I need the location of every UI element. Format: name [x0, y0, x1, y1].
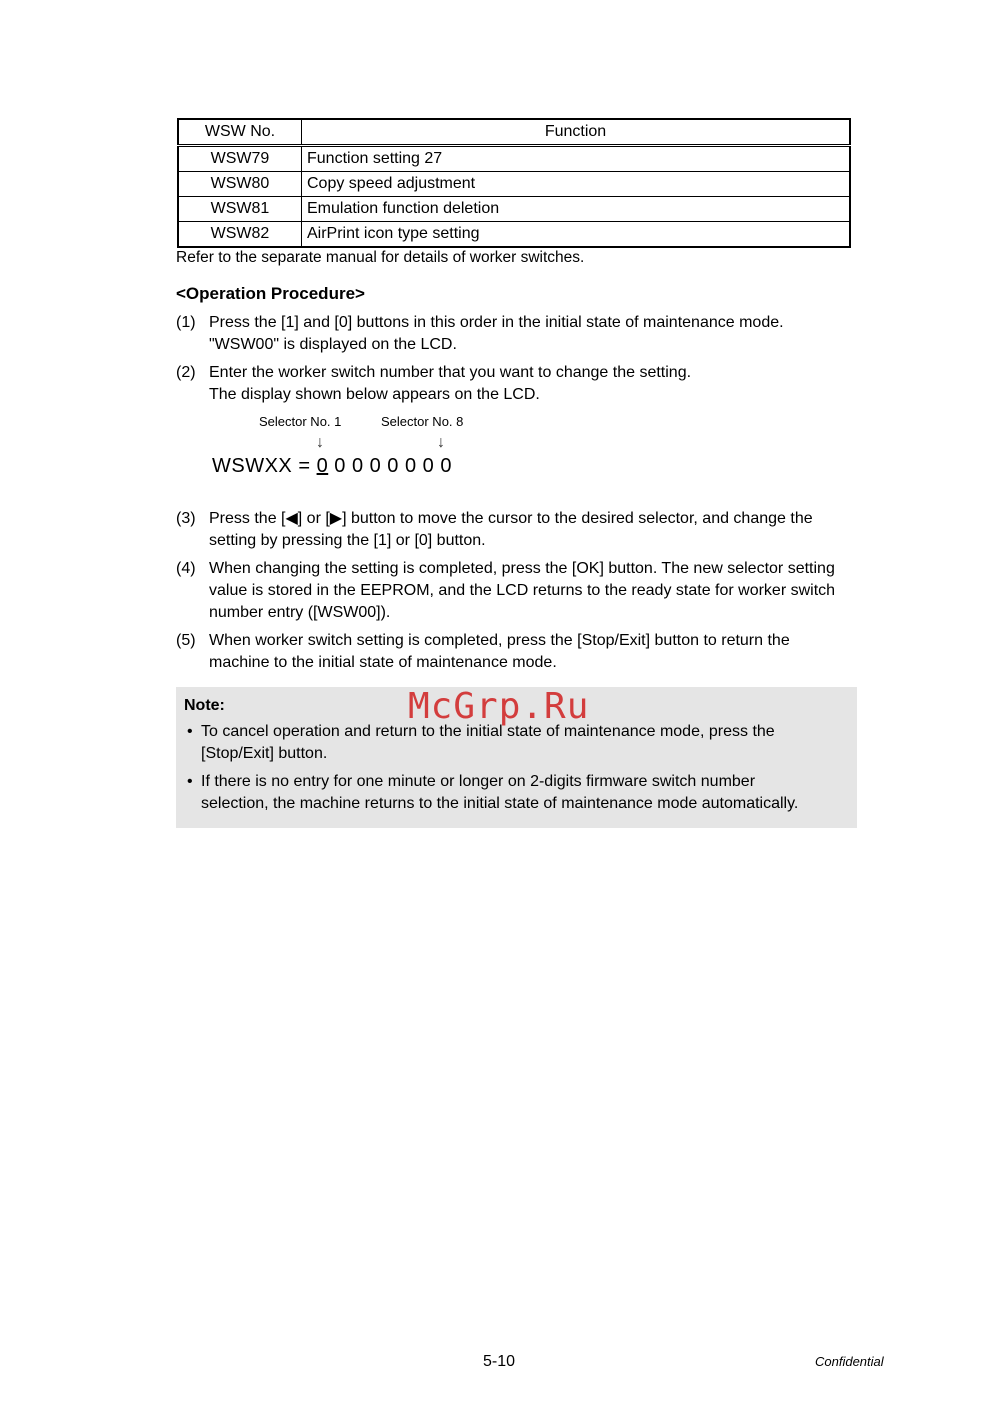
step-line: Press the [1] and [0] buttons in this order in the initial state of maintenance mode. — [209, 314, 784, 331]
watermark: McGrp.Ru — [408, 686, 590, 727]
lcd-cursor-digit: 0 — [316, 455, 329, 477]
wsw-number-cell: WSW81 — [178, 197, 302, 222]
refer-note: Refer to the separate manual for details of worker switches. — [176, 249, 585, 266]
step-line: setting by pressing the [1] or [0] button. — [209, 532, 486, 549]
step-number: (3) — [176, 510, 196, 527]
step-number: (4) — [176, 560, 196, 577]
step-line: Enter the worker switch number that you want to change the setting. — [209, 364, 692, 381]
step-2 — [176, 362, 866, 406]
step-line: When changing the setting is completed, press the [OK] button. The new selector setting — [209, 560, 835, 577]
lcd-display — [212, 455, 452, 478]
note-line: [Stop/Exit] button. — [201, 745, 328, 762]
step-1 — [176, 312, 866, 356]
table-row — [178, 146, 850, 172]
worker-switch-table — [177, 118, 851, 248]
table-row — [178, 197, 850, 222]
lcd-digits: 0 0 0 0 0 0 0 — [328, 455, 452, 477]
step-5 — [176, 630, 866, 674]
step-number: (5) — [176, 632, 196, 649]
selector-1-label: Selector No. 1 — [259, 414, 342, 429]
section-heading: <Operation Procedure> — [176, 284, 365, 303]
bullet-icon: • — [187, 723, 193, 740]
step-line: Press the [◀] or [▶] button to move the cursor to the desired selector, and change the — [209, 510, 813, 527]
down-arrow-icon: ↓ — [316, 434, 324, 451]
note-line: If there is no entry for one minute or longer on 2-digits firmware switch number — [201, 773, 756, 790]
note-title: Note: — [184, 697, 225, 714]
note-item — [184, 721, 844, 765]
function-cell: Function setting 27 — [302, 146, 851, 172]
step-4 — [176, 558, 866, 624]
down-arrow-icon: ↓ — [437, 434, 445, 451]
step-line: machine to the initial state of maintenance mode. — [209, 654, 557, 671]
step-number: (2) — [176, 364, 196, 381]
header-function: Function — [302, 119, 851, 146]
step-line: "WSW00" is displayed on the LCD. — [209, 336, 457, 353]
step-line: number entry ([WSW00]). — [209, 604, 391, 621]
lcd-prefix: WSWXX = — [212, 455, 317, 477]
table-row — [178, 222, 850, 248]
function-cell: Copy speed adjustment — [302, 172, 851, 197]
confidential-label: Confidential — [815, 1354, 884, 1369]
wsw-number-cell: WSW80 — [178, 172, 302, 197]
step-line: When worker switch setting is completed, press the [Stop/Exit] button to return the — [209, 632, 790, 649]
selector-8-label: Selector No. 8 — [381, 414, 464, 429]
note-line: selection, the machine returns to the initial state of maintenance mode automatically. — [201, 795, 799, 812]
function-cell: AirPrint icon type setting — [302, 222, 851, 248]
function-cell: Emulation function deletion — [302, 197, 851, 222]
step-number: (1) — [176, 314, 196, 331]
step-3 — [176, 508, 866, 552]
step-line: value is stored in the EEPROM, and the LCD returns to the ready state for worker switch — [209, 582, 836, 599]
note-line: To cancel operation and return to the initial state of maintenance mode, press the — [201, 723, 775, 740]
header-wsw-no: WSW No. — [178, 119, 302, 146]
wsw-number-cell: WSW82 — [178, 222, 302, 248]
wsw-number-cell: WSW79 — [178, 146, 302, 172]
table-row — [178, 172, 850, 197]
page-number: 5-10 — [483, 1353, 516, 1370]
step-line: The display shown below appears on the LCD. — [209, 386, 540, 403]
table-header-row — [178, 119, 850, 146]
note-item — [184, 771, 844, 815]
bullet-icon: • — [187, 773, 193, 790]
